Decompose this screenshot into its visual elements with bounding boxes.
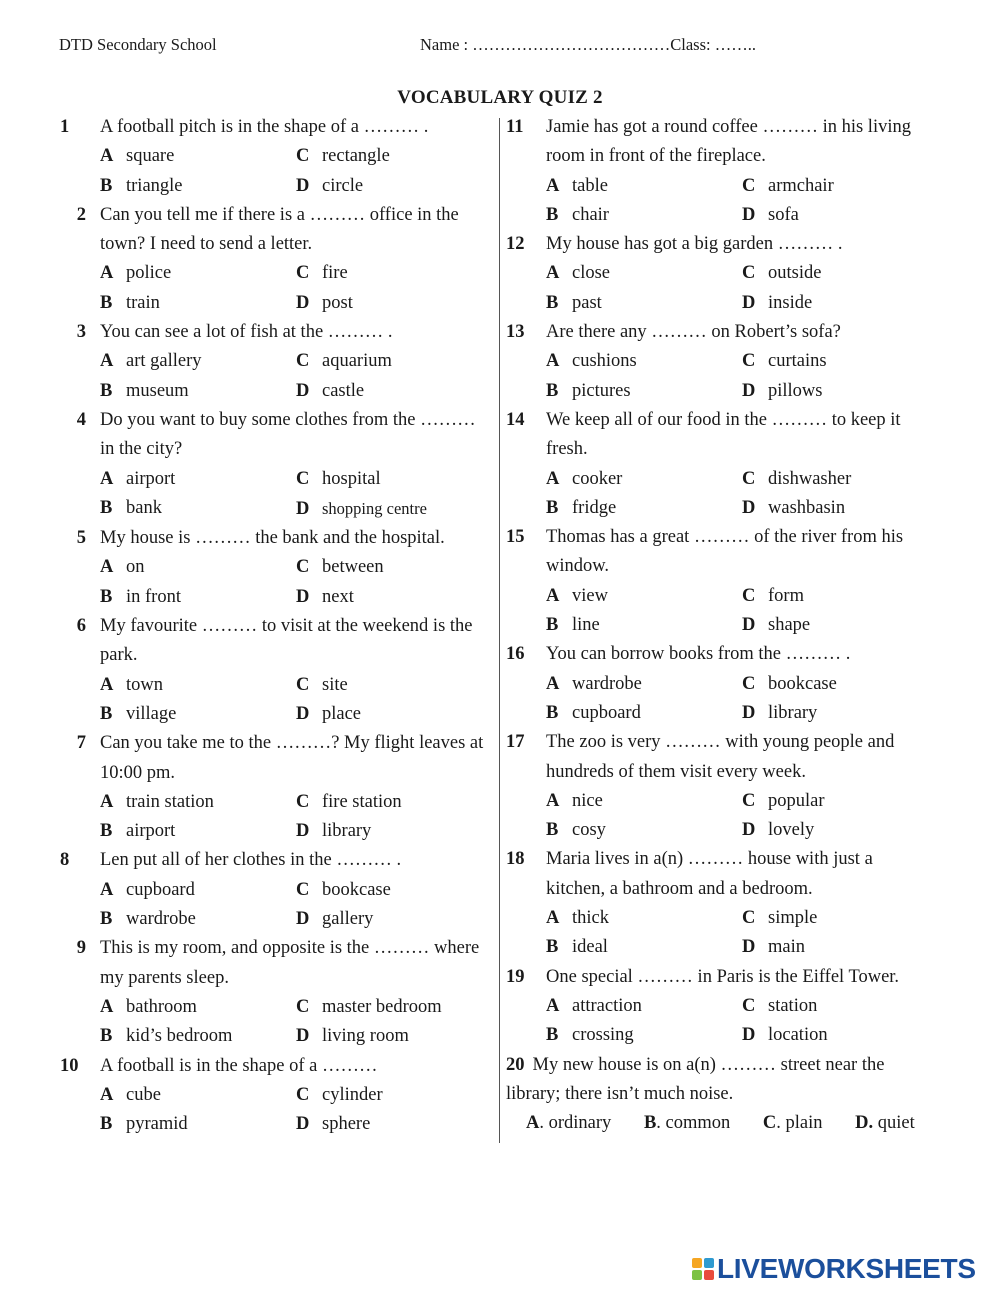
option-a[interactable]: A art gallery — [100, 351, 202, 372]
option-a[interactable]: A attraction — [546, 995, 642, 1016]
question-number: 11 — [506, 117, 524, 137]
option-c[interactable]: C simple — [742, 908, 818, 929]
question-14 — [506, 406, 936, 523]
option-a[interactable]: A thick — [546, 908, 609, 929]
option-c[interactable]: C between — [296, 557, 384, 578]
question-3 — [60, 318, 492, 406]
option-b[interactable]: B museum — [100, 380, 189, 401]
option-a[interactable]: A cupboard — [100, 879, 195, 900]
question-stem: Do you want to buy some clothes from the ……… in the city? — [100, 409, 476, 460]
question-7 — [60, 729, 492, 846]
option-d[interactable]: D location — [742, 1025, 828, 1046]
page-title: VOCABULARY QUIZ 2 — [397, 87, 603, 108]
option-d[interactable]: D lovely — [742, 820, 815, 841]
question-stem: This is my room, and opposite is the ……… where my parents sleep. — [100, 938, 480, 988]
option-d[interactable]: D place — [296, 703, 362, 724]
option-a[interactable]: A cube — [100, 1084, 161, 1105]
option-c[interactable]: C bookcase — [742, 673, 837, 694]
question-stem: We keep all of our food in the ……… to keep it fresh. — [546, 409, 901, 460]
option-b[interactable]: B train — [100, 292, 160, 313]
column-divider — [499, 118, 500, 1143]
question-18 — [506, 845, 936, 962]
option-d[interactable]: D. quiet — [855, 1113, 915, 1134]
option-c[interactable]: C hospital — [296, 468, 381, 489]
logo-text: LIVEWORKSHEETS — [717, 1253, 976, 1284]
option-d[interactable]: D sphere — [296, 1114, 371, 1135]
option-d[interactable]: D circle — [296, 175, 364, 196]
right-column — [506, 113, 936, 1138]
question-stem: You can see a lot of fish at the ……… . — [100, 322, 393, 343]
option-c[interactable]: C popular — [742, 790, 825, 811]
option-a[interactable]: A train station — [100, 791, 214, 812]
question-5 — [60, 524, 492, 612]
option-c[interactable]: C aquarium — [296, 351, 392, 372]
option-a[interactable]: A town — [100, 674, 163, 695]
option-d[interactable]: D washbasin — [742, 497, 846, 518]
question-number: 1 — [60, 117, 70, 137]
question-number: 14 — [506, 409, 525, 430]
option-b[interactable]: B cupboard — [546, 702, 641, 723]
option-c[interactable]: C fire — [296, 263, 348, 284]
liveworksheets-logo — [692, 1254, 976, 1284]
option-b[interactable]: B pyramid — [100, 1114, 188, 1135]
question-19 — [506, 963, 936, 1051]
option-d[interactable]: D library — [742, 702, 818, 723]
option-c[interactable]: C dishwasher — [742, 468, 852, 489]
option-b[interactable]: B kid’s bedroom — [100, 1026, 233, 1047]
question-stem: Can you tell me if there is a ……… office in the town? I need to send a letter. — [100, 204, 459, 255]
option-a[interactable]: A close — [546, 263, 611, 284]
question-number: 4 — [76, 409, 86, 430]
option-b[interactable]: B past — [546, 292, 602, 313]
question-number: 18 — [506, 849, 525, 870]
option-a[interactable]: A wardrobe — [546, 673, 642, 694]
option-b[interactable]: B village — [100, 703, 177, 724]
left-column — [60, 113, 492, 1139]
option-d[interactable]: D main — [742, 937, 805, 958]
option-d[interactable]: D post — [296, 292, 353, 313]
option-b[interactable]: B line — [546, 615, 600, 636]
logo-icon — [692, 1258, 714, 1280]
option-b[interactable]: B pictures — [546, 380, 631, 401]
question-6 — [60, 612, 492, 729]
question-number: 10 — [60, 1055, 79, 1076]
option-d[interactable]: D castle — [296, 380, 365, 401]
option-a[interactable]: A nice — [546, 790, 603, 811]
question-4 — [60, 406, 492, 524]
question-stem: Can you take me to the ………? My flight leaves at 10:00 pm. — [100, 733, 484, 783]
question-number: 3 — [76, 322, 86, 343]
option-d[interactable]: D pillows — [742, 380, 823, 401]
question-9 — [60, 934, 492, 1051]
question-stem: Maria lives in a(n) ……… house with just a kitchen, a bathroom and a bedroom. — [546, 849, 873, 899]
option-c[interactable]: C. plain — [762, 1113, 823, 1134]
option-b[interactable]: B chair — [546, 204, 609, 225]
question-number: 7 — [76, 733, 86, 754]
name-class-field: Name : ………………………………Class: …….. — [420, 35, 756, 54]
question-12 — [506, 230, 936, 318]
school-name: DTD Secondary School — [59, 35, 217, 54]
question-20 — [506, 1051, 936, 1139]
option-c[interactable]: C station — [742, 995, 818, 1016]
question-8 — [60, 846, 492, 934]
option-c[interactable]: C master bedroom — [296, 996, 442, 1017]
question-number: 2 — [76, 204, 86, 225]
option-c[interactable]: C armchair — [742, 175, 834, 196]
question-stem: My house is ……… the bank and the hospital. — [100, 528, 445, 549]
option-a[interactable]: A on — [100, 557, 145, 578]
option-b[interactable]: B triangle — [100, 175, 183, 196]
question-number: 16 — [506, 644, 525, 665]
question-stem: My house has got a big garden ……… . — [546, 234, 843, 255]
question-number: 13 — [506, 322, 525, 343]
option-b[interactable]: B in front — [100, 586, 181, 607]
option-b[interactable]: B fridge — [546, 497, 617, 518]
question-2 — [60, 201, 492, 318]
question-1 — [60, 113, 492, 201]
option-c[interactable]: C cylinder — [296, 1084, 383, 1105]
option-c[interactable]: C site — [296, 674, 348, 695]
question-stem: A football is in the shape of a ……… — [100, 1055, 378, 1076]
option-a[interactable]: A police — [100, 263, 172, 284]
option-a[interactable]: A table — [546, 175, 608, 196]
question-stem: My favourite ……… to visit at the weekend is the park. — [100, 616, 473, 666]
option-d[interactable]: D living room — [296, 1026, 409, 1047]
question-stem: The zoo is very ……… with young people and hundreds of them visit every week. — [546, 732, 895, 782]
option-c[interactable]: C form — [742, 585, 804, 606]
question-13 — [506, 318, 936, 406]
question-stem: Len put all of her clothes in the ……… . — [100, 850, 402, 871]
question-number: 5 — [76, 528, 86, 549]
question-number: 17 — [506, 732, 525, 753]
option-b[interactable]: B crossing — [546, 1025, 634, 1046]
option-a[interactable]: A. ordinary — [526, 1113, 612, 1134]
option-b[interactable]: B airport — [100, 821, 176, 842]
option-d[interactable]: D shape — [742, 615, 811, 636]
option-c[interactable]: C fire station — [296, 791, 402, 812]
option-d[interactable]: D next — [296, 586, 354, 607]
option-a[interactable]: A cushions — [546, 351, 637, 372]
option-a[interactable]: A airport — [100, 468, 176, 489]
question-number: 15 — [506, 527, 525, 548]
question-stem: A football pitch is in the shape of a ……… . — [100, 117, 429, 137]
option-c[interactable]: C rectangle — [296, 146, 390, 167]
question-15 — [506, 523, 936, 640]
question-number: 12 — [506, 234, 525, 255]
option-a[interactable]: A cooker — [546, 468, 623, 489]
question-stem: Are there any ……… on Robert’s sofa? — [546, 322, 841, 343]
option-d[interactable]: D shopping centre — [296, 498, 427, 519]
option-b[interactable]: B ideal — [546, 937, 608, 958]
option-d[interactable]: D gallery — [296, 909, 374, 930]
question-number: 19 — [506, 966, 525, 987]
option-b[interactable]: B. common — [643, 1113, 731, 1134]
question-16 — [506, 640, 936, 728]
question-number: 6 — [76, 616, 86, 637]
option-b[interactable]: B wardrobe — [100, 909, 196, 930]
question-stem: One special ……… in Paris is the Eiffel Tower. — [546, 966, 900, 987]
option-d[interactable]: D inside — [742, 292, 813, 313]
option-a[interactable]: A view — [546, 585, 608, 606]
question-number: 9 — [76, 938, 86, 959]
option-b[interactable]: B cosy — [546, 820, 606, 841]
option-d[interactable]: D sofa — [742, 204, 799, 225]
option-a[interactable]: A square — [100, 146, 175, 167]
option-d[interactable]: D library — [296, 821, 372, 842]
question-number: 20 — [506, 1054, 525, 1075]
option-c[interactable]: C outside — [742, 263, 822, 284]
question-17 — [506, 728, 936, 845]
option-c[interactable]: C curtains — [742, 351, 827, 372]
question-11 — [506, 113, 936, 230]
question-stem: Jamie has got a round coffee ……… in his living room in front of the fireplace. — [546, 117, 911, 167]
question-10 — [60, 1052, 492, 1140]
question-stem: Thomas has a great ……… of the river from his window. — [546, 527, 904, 577]
question-stem: You can borrow books from the ……… . — [546, 644, 851, 665]
question-stem: 20 My new house is on a(n) ……… street near the library; there isn’t much noise. — [506, 1054, 885, 1104]
option-a[interactable]: A bathroom — [100, 996, 197, 1017]
question-number: 8 — [60, 850, 70, 871]
option-c[interactable]: C bookcase — [296, 879, 391, 900]
option-b[interactable]: B bank — [100, 497, 162, 518]
